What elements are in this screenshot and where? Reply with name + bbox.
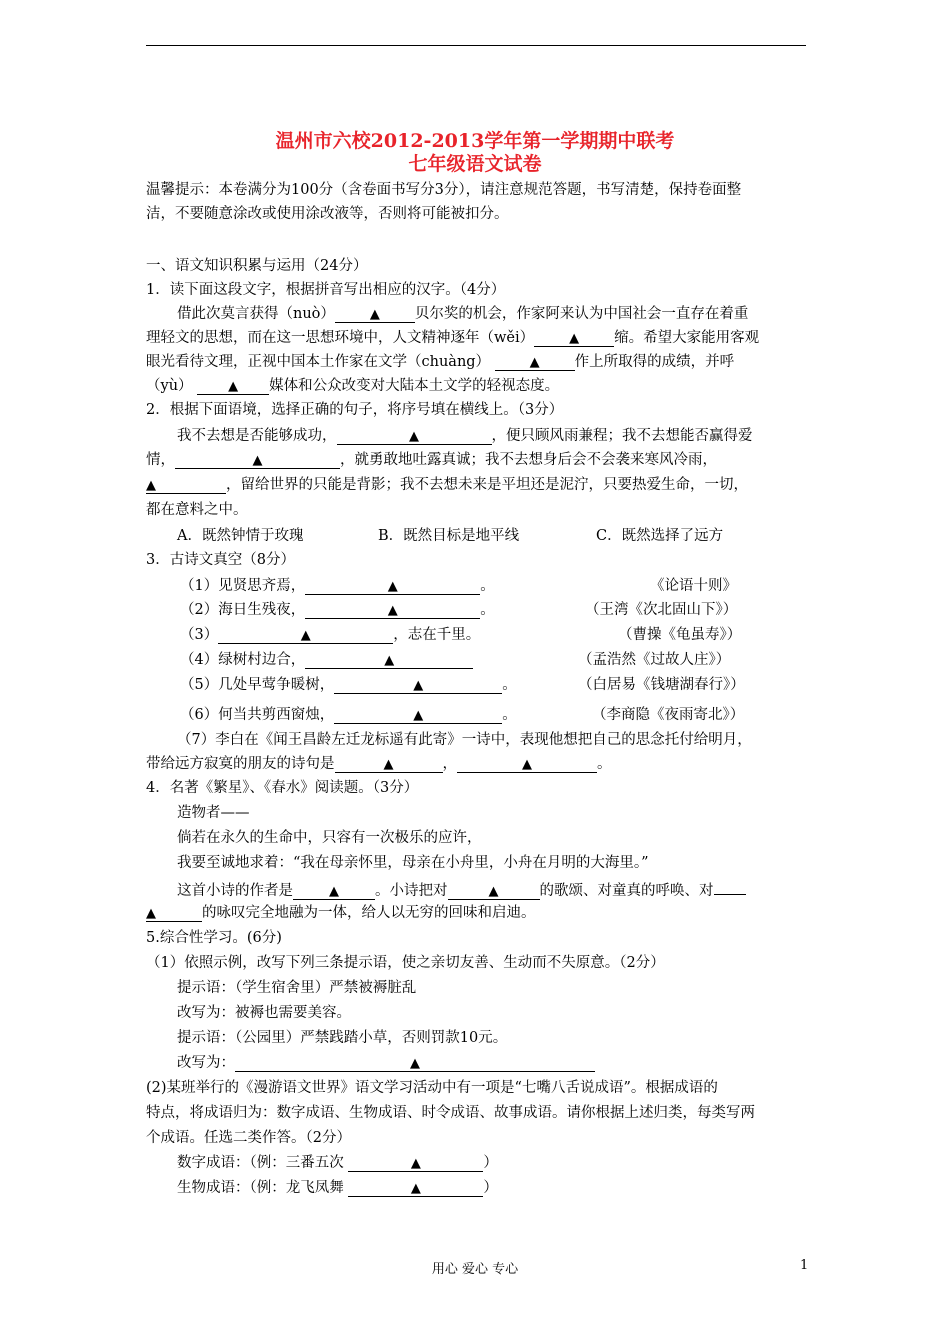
- q2-line: 都在意料之中。: [146, 502, 248, 518]
- answer-blank[interactable]: ▲: [334, 677, 502, 694]
- q5-idiom-line: 数字成语：（例：三番五次 ▲ ）: [177, 1155, 498, 1171]
- answer-blank[interactable]: ▲: [348, 1155, 483, 1172]
- q2-stem: 2．根据下面语境，选择正确的句子，将序号填在横线上。（3分）: [146, 402, 564, 418]
- q3-item: （5）几处早莺争暖树， ▲ 。: [180, 677, 517, 693]
- notice-line-2: 洁，不要随意涂改或使用涂改液等，否则将可能被扣分。: [146, 206, 509, 222]
- q3-source: （白居易《钱塘湖春行》）: [578, 677, 745, 693]
- footer-slogan: 用心 爱心 专心: [431, 1262, 519, 1277]
- answer-blank[interactable]: ▲: [335, 756, 443, 773]
- q5-part2-line: 特点，将成语归为：数字成语、生物成语、时令成语、故事成语。请你根据上述归类，每类写两: [146, 1105, 755, 1121]
- q2-line: 我不去想是否能够成功， ▲ ，便只顾风雨兼程；我不去想能否赢得爱: [177, 428, 753, 444]
- q3-q7-line: （7）李白在《闻王昌龄左迁龙标遥有此寄》一诗中，表现他想把自己的思念托付给明月，: [177, 732, 752, 748]
- answer-blank[interactable]: ▲: [175, 452, 340, 469]
- q3-source: （曹操《龟虽寿》）: [618, 627, 742, 643]
- poem-line: 造物者——: [177, 805, 250, 821]
- answer-blank[interactable]: ▲: [218, 627, 393, 644]
- exam-title: 温州市六校2012-2013学年第一学期期中联考: [275, 130, 675, 152]
- q5-example-tip: 提示语：（学生宿舍里）严禁被褥脏乱: [177, 980, 417, 996]
- answer-blank[interactable]: ▲: [448, 883, 540, 900]
- answer-blank[interactable]: ▲: [457, 756, 597, 773]
- q4-line: 这首小诗的作者是 ▲ 。小诗把对 ▲ 的歌颂、对童真的呼唤、对: [177, 878, 746, 901]
- notice-line-1: 温馨提示：本卷满分为100分（含卷面书写分3分），请注意规范答题，书写清楚，保持卷面整: [146, 182, 742, 198]
- section-heading: 一、语文知识积累与运用（24分）: [146, 258, 368, 274]
- q5-stem: 5.综合性学习。(6分): [146, 930, 282, 946]
- q2-option-c: C．既然选择了远方: [596, 528, 724, 544]
- q3-source: 《论语十则》: [650, 578, 737, 594]
- q3-item: （3） ▲ ，志在千里。: [180, 627, 481, 643]
- answer-blank[interactable]: ▲: [337, 428, 492, 445]
- answer-blank[interactable]: ▲: [305, 602, 480, 619]
- q3-item: （4）绿树村边合， ▲: [180, 650, 473, 670]
- page-number: 1: [800, 1258, 809, 1273]
- answer-blank[interactable]: ▲: [335, 306, 415, 323]
- q3-q7-line: 带给远方寂寞的朋友的诗句是 ▲ ， ▲ 。: [146, 756, 612, 772]
- header-rule: [146, 45, 806, 46]
- q4-line: ▲ 的咏叹完全地融为一体，给人以无穷的回味和启迪。: [146, 905, 536, 921]
- q5-part1-stem: （1）依照示例，改写下列三条提示语，使之亲切友善、生动而不失原意。（2分）: [146, 955, 665, 971]
- q5-example-rewrite: 改写为：被褥也需要美容。: [177, 1005, 351, 1021]
- q1-line: 理轻文的思想，而在这一思想环境中，人文精神逐年（wěi） ▲ 缩。希望大家能用客观: [146, 330, 760, 346]
- q1-stem: 1．读下面这段文字，根据拼音写出相应的汉字。（4分）: [146, 282, 506, 298]
- answer-blank[interactable]: ▲: [534, 330, 614, 347]
- q5-tip: 提示语：（公园里）严禁践踏小草，否则罚款10元。: [177, 1030, 508, 1046]
- q5-part2-line: 个成语。任选二类作答。（2分）: [146, 1130, 351, 1146]
- q3-stem: 3．古诗文真空（8分）: [146, 552, 295, 568]
- q5-idiom-line: 生物成语：（例：龙飞凤舞 ▲ ）: [177, 1180, 498, 1196]
- q5-part2-line: (2)某班举行的《漫游语文世界》语文学习活动中有一项是“七嘴八舌说成语”。根据成语的: [146, 1080, 718, 1096]
- answer-blank[interactable]: ▲: [495, 354, 575, 371]
- answer-blank[interactable]: ▲: [197, 378, 269, 395]
- q4-stem: 4．名著《繁星》、《春水》阅读题。（3分）: [146, 780, 419, 796]
- answer-blank[interactable]: ▲: [305, 578, 480, 595]
- q3-item: （1）见贤思齐焉， ▲ 。: [180, 578, 495, 594]
- q3-source: （王湾《次北固山下》）: [585, 602, 738, 618]
- answer-blank[interactable]: ▲: [334, 707, 502, 724]
- q1-line: 借此次莫言获得（nuò） ▲ 贝尔奖的机会，作家阿来认为中国社会一直存在着重: [177, 306, 749, 322]
- answer-blank[interactable]: [714, 878, 746, 895]
- q5-rewrite-line: 改写为： ▲: [177, 1053, 595, 1073]
- poem-line: 我要至诚地求着：“我在母亲怀里，母亲在小舟里，小舟在月明的大海里。”: [177, 855, 649, 871]
- q2-option-b: B．既然目标是地平线: [378, 528, 520, 544]
- answer-blank[interactable]: ▲: [235, 1055, 595, 1072]
- answer-blank[interactable]: ▲: [293, 883, 375, 900]
- q1-line: 眼光看待文理，正视中国本土作家在文学（chuàng） ▲ 作上所取得的成绩，并呼: [146, 354, 735, 370]
- answer-blank[interactable]: ▲: [146, 905, 202, 922]
- q3-source: （李商隐《夜雨寄北》）: [592, 707, 745, 723]
- q3-source: （孟浩然《过故人庄》）: [578, 652, 731, 668]
- poem-line: 倘若在永久的生命中，只容有一次极乐的应许，: [177, 830, 482, 846]
- q2-line: ▲ ，留给世界的只能是背影；我不去想未来是平坦还是泥泞，只要热爱生命，一切，: [146, 477, 748, 493]
- answer-blank[interactable]: ▲: [146, 477, 226, 494]
- q2-line: 情， ▲ ，就勇敢地吐露真诚；我不去想身后会不会袭来寒风冷雨，: [146, 452, 717, 468]
- answer-blank[interactable]: ▲: [348, 1180, 483, 1197]
- q3-item: （6）何当共剪西窗烛， ▲ 。: [180, 707, 517, 723]
- answer-blank[interactable]: ▲: [305, 652, 473, 669]
- q1-line: （yù） ▲ 媒体和公众改变对大陆本土文学的轻视态度。: [146, 378, 560, 394]
- q2-option-a: A．既然钟情于玫瑰: [177, 528, 304, 544]
- exam-subtitle: 七年级语文试卷: [408, 153, 542, 175]
- q3-item: （2）海日生残夜， ▲ 。: [180, 602, 495, 618]
